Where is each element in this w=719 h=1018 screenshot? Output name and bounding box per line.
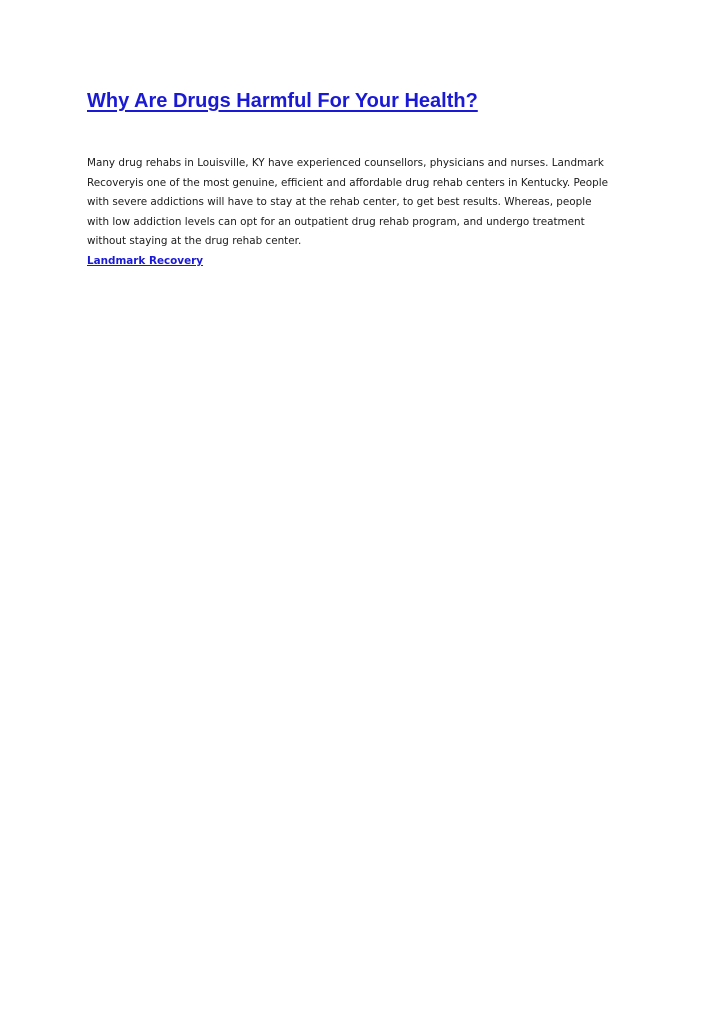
document-title: Why Are Drugs Harmful For Your Health? [87, 90, 478, 112]
paragraph-line: Recoveryis one of the most genuine, efficient and affordable drug rehab centers in Kentucky. People [87, 176, 608, 189]
body-paragraph [87, 154, 647, 252]
paragraph-line: without staying at the drug rehab center. [87, 235, 302, 247]
landmark-recovery-link[interactable]: Landmark Recovery [87, 255, 204, 267]
paragraph-line: with severe addictions will have to stay at the rehab center, to get best results. Whereas, people [87, 196, 592, 208]
paragraph-line: Many drug rehabs in Louisville, KY have experienced counsellors, physicians and nurses. Landmark [87, 157, 604, 169]
paragraph-line: with low addiction levels can opt for an outpatient drug rehab program, and undergo treatment [87, 215, 585, 228]
